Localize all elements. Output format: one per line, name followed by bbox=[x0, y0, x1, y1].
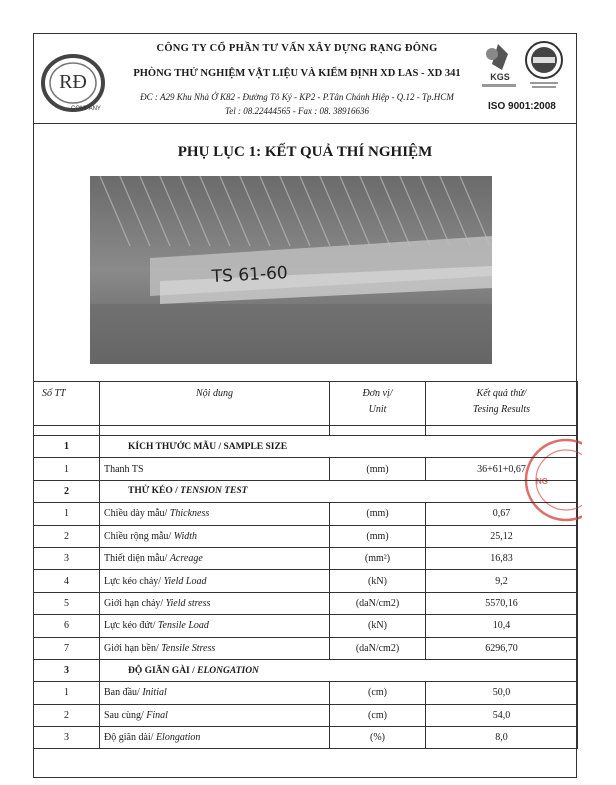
table-row: 1 Chiều dày mẫu/ Thickness (mm) 0,67 bbox=[34, 503, 578, 525]
header-divider bbox=[33, 123, 577, 124]
page-title: PHỤ LỤC 1: KẾT QUẢ THÍ NGHIỆM bbox=[177, 144, 433, 160]
lab-address: ĐC : A29 Khu Nhà Ở K82 - Đường Tô Ký - KP2 - P.Tân Chánh Hiệp - Q.12 - Tp.HCM bbox=[140, 92, 454, 102]
section-row-elongation: 3 ĐỘ GIÃN GÀI / ELONGATION bbox=[34, 659, 578, 681]
spacer-row bbox=[34, 426, 578, 436]
kgs-text: KGS bbox=[490, 72, 510, 82]
header-content: Nội dung bbox=[100, 382, 330, 426]
table-row: 7 Giới hạn bền/ Tensile Stress (daN/cm2) 6296,70 bbox=[34, 637, 578, 659]
table-row: 1 Thanh TS (mm) 36+61+0,67 bbox=[34, 458, 578, 480]
lab-contact: Tel : 08.22444565 - Fax : 08. 38916636 bbox=[225, 106, 369, 116]
header-unit: Đơn vị/ Unit bbox=[330, 382, 426, 426]
sample-mark: TS 61-60 bbox=[211, 263, 289, 287]
table-row: 6 Lực kéo đứt/ Tensile Load (kN) 10,4 bbox=[34, 615, 578, 637]
standards-seal-icon bbox=[522, 40, 566, 92]
results-table bbox=[33, 381, 578, 749]
table-row: 3 Thiết diện mẫu/ Acreage (mm²) 16,83 bbox=[34, 547, 578, 569]
section-row-tension-test: 2 THỬ KÉO / TENSION TEST bbox=[34, 480, 578, 502]
table-row: 2 Chiều rộng mẫu/ Width (mm) 25,12 bbox=[34, 525, 578, 547]
section-row-sample-size: 1 KÍCH THƯỚC MẪU / SAMPLE SIZE bbox=[34, 436, 578, 458]
logo-word: COMPANY bbox=[71, 106, 101, 112]
header-result: Kết quả thử/ Tesing Results bbox=[426, 382, 578, 426]
lab-name: PHÒNG THỬ NGHIỆM VẬT LIỆU VÀ KIỂM ĐỊNH XD LAS - XD 341 bbox=[133, 68, 461, 79]
company-name: CÔNG TY CỔ PHẦN TƯ VẤN XÂY DỰNG RẠNG ĐÔNG bbox=[156, 43, 438, 54]
header-no: Số TT bbox=[34, 382, 100, 426]
sample-photo bbox=[90, 176, 492, 364]
table-row: 4 Lực kéo chảy/ Yield Load (kN) 9,2 bbox=[34, 570, 578, 592]
svg-text:NG: NG bbox=[536, 477, 548, 486]
table-row: 3 Độ giãn dài/ Elongation (%) 8,0 bbox=[34, 727, 578, 749]
kgs-certification-logo bbox=[478, 40, 520, 92]
table-row: 5 Giới hạn chảy/ Yield stress (daN/cm2) 5570,16 bbox=[34, 592, 578, 614]
table-row: 2 Sau cùng/ Final (cm) 54,0 bbox=[34, 704, 578, 726]
company-logo bbox=[40, 52, 106, 114]
iso-label: ISO 9001:2008 bbox=[488, 101, 556, 112]
logo-letters: RĐ bbox=[59, 71, 87, 93]
table-row: 1 Ban đầu/ Initial (cm) 50,0 bbox=[34, 682, 578, 704]
table-header-row bbox=[34, 382, 578, 426]
